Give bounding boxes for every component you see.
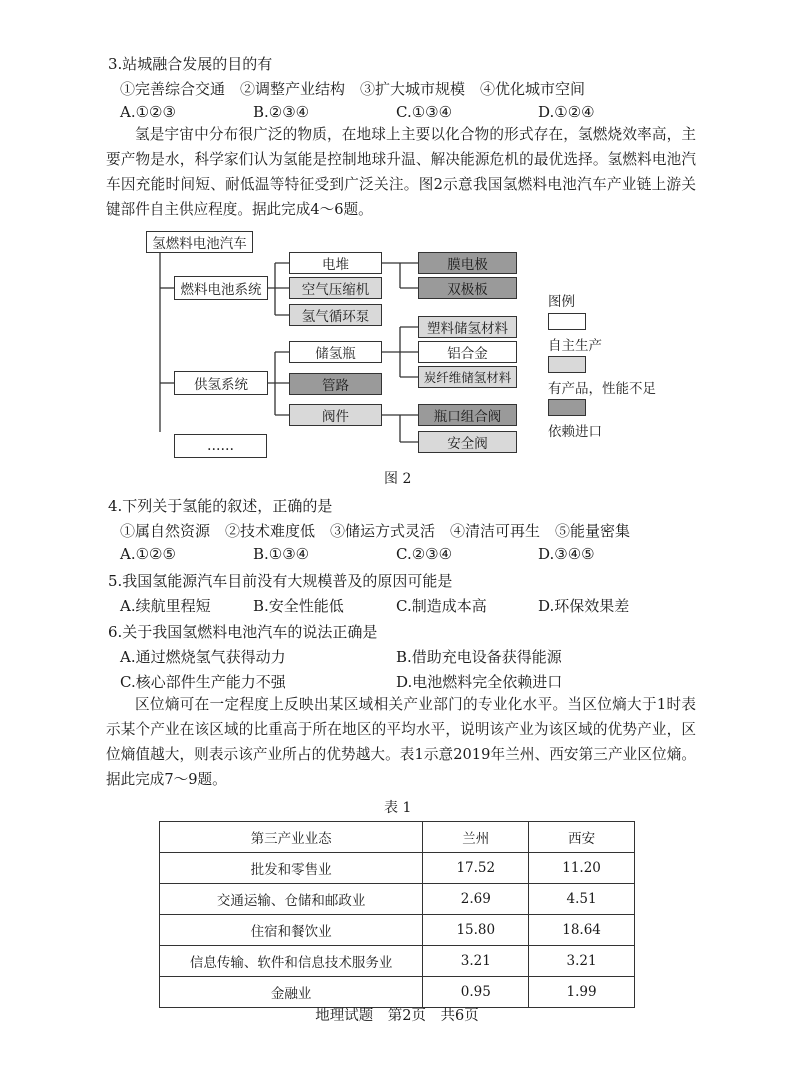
table-1 [159, 821, 635, 1008]
q4-option-a: A.①②⑤ [120, 545, 176, 563]
table-cell-lanzhou: 15.80 [423, 915, 529, 946]
table-cell-lanzhou: 17.52 [423, 853, 529, 884]
q3-option-c: C.①③④ [396, 103, 453, 121]
node-pump: 氢气循环泵 [289, 304, 382, 326]
node-valve: 阀件 [289, 404, 382, 426]
table-cell-industry: 批发和零售业 [160, 853, 423, 884]
table-row [160, 884, 635, 915]
table-row [160, 915, 635, 946]
node-tank: 储氢瓶 [289, 341, 382, 363]
node-root: 氢燃料电池汽车 [146, 231, 253, 253]
q6-option-c: C.核心部件生产能力不强 [120, 673, 286, 691]
q6-option-d: D.电池燃料完全依赖进口 [396, 673, 563, 691]
table-row [160, 977, 635, 1008]
q3-stem: 3.站城融合发展的目的有 [108, 55, 273, 73]
table-cell-lanzhou: 2.69 [423, 884, 529, 915]
q4-items: ①属自然资源 ②技术难度低 ③储运方式灵活 ④清洁可再生 ⑤能量密集 [120, 522, 631, 540]
node-stack: 电堆 [289, 252, 382, 274]
table-cell-xian: 3.21 [529, 946, 635, 977]
q6-option-a: A.通过燃烧氢气获得动力 [120, 648, 286, 666]
q4-stem: 4.下列关于氢能的叙述，正确的是 [108, 497, 333, 515]
table-cell-xian: 1.99 [529, 977, 635, 1008]
node-pipe: 管路 [289, 373, 382, 395]
q6-stem: 6.关于我国氢燃料电池汽车的说法正确是 [108, 623, 378, 641]
table-row [160, 946, 635, 977]
passage-hydrogen: 氢是宇宙中分布很广泛的物质，在地球上主要以化合物的形式存在，氢燃烧效率高，主要产物是水，科学家们认为氢能是控制地球升温、解决能源危机的最优选择。氢燃料电池汽车因充能时间短、耐低温等特征受到广泛关注。图2示意我国氢燃料电池汽车产业链上游关键部件自主供应程度。据此完成4～6题。 [106, 126, 696, 218]
table-cell-industry: 交通运输、仓储和邮政业 [160, 884, 423, 915]
table-cell-xian: 11.20 [529, 853, 635, 884]
figure-2-caption: 图 2 [384, 471, 412, 487]
node-carbon: 炭纤维储氢材料 [418, 366, 517, 388]
q3-option-d: D.①②④ [538, 103, 595, 121]
node-supply-system: 供氢系统 [174, 371, 268, 395]
table-cell-lanzhou: 0.95 [423, 977, 529, 1008]
passage-location-quotient: 区位熵可在一定程度上反映出某区域相关产业部门的专业化水平。当区位熵大于1时表示某个产业在该区域的比重高于所在地区的平均水平，说明该产业为该区域的优势产业，区位熵值越大，则表示该产业所占的优势越大。表1示意2019年兰州、西安第三产业区位熵。据此完成7～9题。 [106, 696, 696, 788]
legend-label-import: 依赖进口 [548, 424, 602, 440]
legend-swatch-own [548, 313, 586, 330]
q5-option-c: C.制造成本高 [396, 597, 487, 615]
table-header-lanzhou: 兰州 [423, 822, 529, 853]
legend-label-own: 自主生产 [548, 338, 602, 354]
legend-title: 图例 [548, 294, 575, 310]
q4-option-c: C.②③④ [396, 545, 453, 563]
table-header-xian: 西安 [529, 822, 635, 853]
table-header-row [160, 822, 635, 853]
q3-option-a: A.①②③ [120, 103, 176, 121]
q6-option-b: B.借助充电设备获得能源 [396, 648, 562, 666]
q4-option-b: B.①③④ [253, 545, 310, 563]
legend-swatch-import [548, 399, 586, 416]
legend-label-weak: 有产品，性能不足 [548, 381, 656, 397]
table-cell-xian: 18.64 [529, 915, 635, 946]
legend-swatch-weak [548, 356, 586, 373]
node-more: …… [174, 434, 267, 458]
q3-items: ①完善综合交通 ②调整产业结构 ③扩大城市规模 ④优化城市空间 [120, 80, 586, 98]
table-cell-lanzhou: 3.21 [423, 946, 529, 977]
node-safety-valve: 安全阀 [418, 431, 517, 453]
q5-option-d: D.环保效果差 [538, 597, 630, 615]
node-plastic: 塑料储氢材料 [418, 316, 517, 338]
node-bottle-valve: 瓶口组合阀 [418, 404, 517, 426]
table-cell-industry: 信息传输、软件和信息技术服务业 [160, 946, 423, 977]
table-cell-industry: 住宿和餐饮业 [160, 915, 423, 946]
table-cell-industry: 金融业 [160, 977, 423, 1008]
node-membrane: 膜电极 [418, 252, 517, 274]
table-cell-xian: 4.51 [529, 884, 635, 915]
node-bipolar: 双极板 [418, 277, 517, 299]
q3-option-b: B.②③④ [253, 103, 310, 121]
node-compressor: 空气压缩机 [289, 277, 382, 299]
q4-option-d: D.③④⑤ [538, 545, 595, 563]
page-footer: 地理试题 第2页 共6页 [315, 1008, 479, 1024]
node-alloy: 铝合金 [418, 341, 517, 363]
q5-stem: 5.我国氢能源汽车目前没有大规模普及的原因可能是 [108, 572, 453, 590]
table-row [160, 853, 635, 884]
q5-option-b: B.安全性能低 [253, 597, 344, 615]
table-1-caption: 表 1 [384, 800, 412, 816]
node-fuel-cell-system: 燃料电池系统 [174, 276, 268, 300]
table-header-industry: 第三产业业态 [160, 822, 423, 853]
q5-option-a: A.续航里程短 [120, 597, 211, 615]
